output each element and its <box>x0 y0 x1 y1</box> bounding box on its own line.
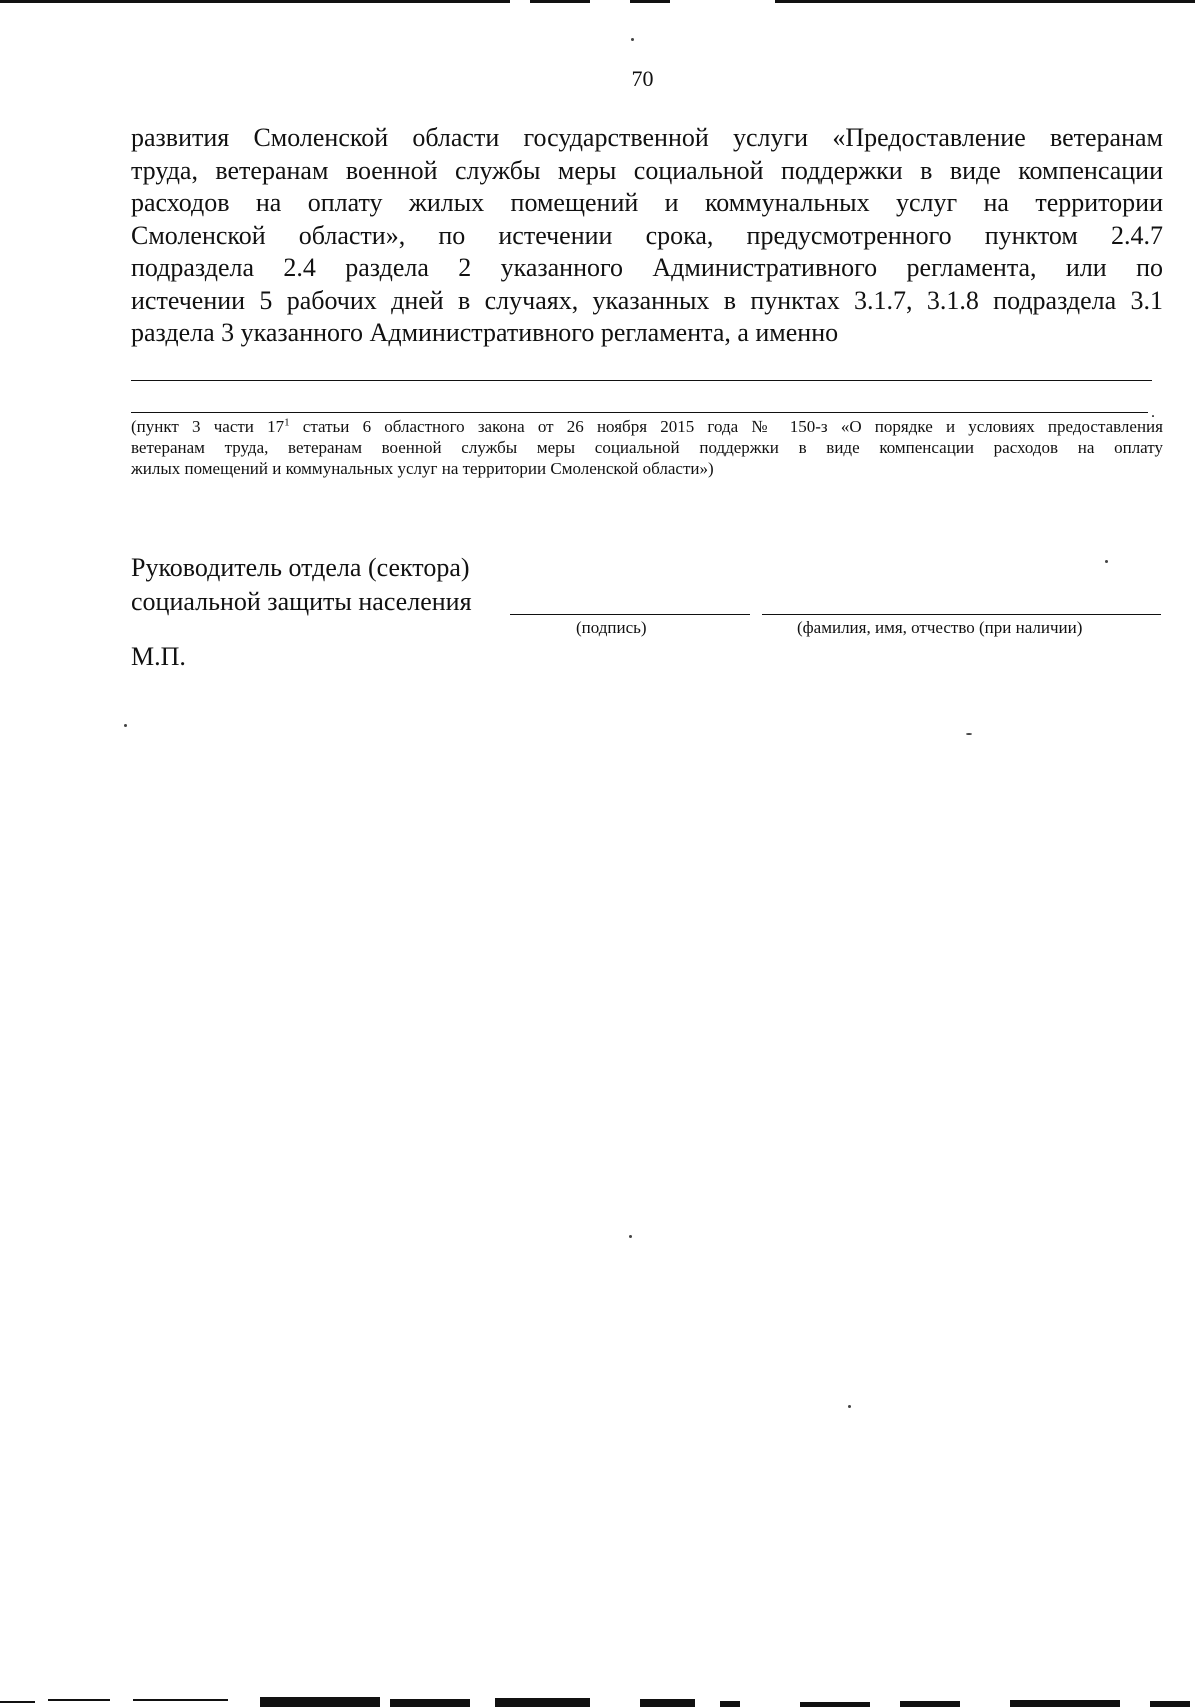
legal-reference-note <box>131 416 1163 479</box>
scan-speck <box>848 1405 851 1408</box>
fill-in-line <box>131 412 1148 413</box>
footnote-line: ветеранам труда, ветеранам военной службы меры социальной поддержки в виде компенсации расходов на оплату <box>131 438 1163 457</box>
fill-line-end: . <box>1151 404 1155 421</box>
signatory-title <box>131 551 472 619</box>
body-paragraph <box>131 122 1163 350</box>
body-line: развития Смоленской области государственной услуги «Предоставление ветеранам <box>131 123 1163 152</box>
scan-edge-bottom <box>0 1677 1200 1707</box>
page-number: 70 <box>631 66 654 91</box>
body-line: истечении 5 рабочих дней в случаях, указанных в пунктах 3.1.7, 3.1.8 подраздела 3.1 <box>131 285 1163 315</box>
footnote-line: жилых помещений и коммунальных услуг на территории Смоленской области») <box>131 459 714 478</box>
scan-speck <box>124 724 127 727</box>
signatory-title-line: социальной защиты населения <box>131 587 472 616</box>
body-line: труда, ветеранам военной службы меры социальной поддержки в виде компенсации <box>131 155 1163 185</box>
scan-speck <box>966 733 972 735</box>
scan-edge-top <box>0 0 1200 4</box>
body-line: подраздела 2.4 раздела 2 указанного Административного регламента, или по <box>131 253 1163 282</box>
full-name-line <box>762 614 1161 615</box>
body-line: Смоленской области», по истечении срока, предусмотренного пунктом 2.4.7 <box>131 220 1163 250</box>
scan-speck <box>629 1235 632 1238</box>
signatory-title-line: Руководитель отдела (сектора) <box>131 553 470 582</box>
signature-caption: (подпись) <box>576 618 647 637</box>
scan-speck <box>1105 560 1108 563</box>
scan-speck <box>631 38 634 41</box>
full-name-caption: (фамилия, имя, отчество (при наличии) <box>797 618 1083 637</box>
body-line: расходов на оплату жилых помещений и коммунальных услуг на территории <box>131 188 1163 217</box>
fill-in-line <box>131 380 1152 381</box>
body-line: раздела 3 указанного Административного регламента, а именно <box>131 318 839 347</box>
footnote-line: (пункт 3 части $17^1$ статьи 6 областного закона от 26 ноября 2015 года № 150-з «О порядке и условиях предоставления <box>131 416 1163 436</box>
signature-line <box>510 614 750 615</box>
stamp-place: М.П. <box>131 642 186 671</box>
superscript: 1 <box>284 416 290 429</box>
